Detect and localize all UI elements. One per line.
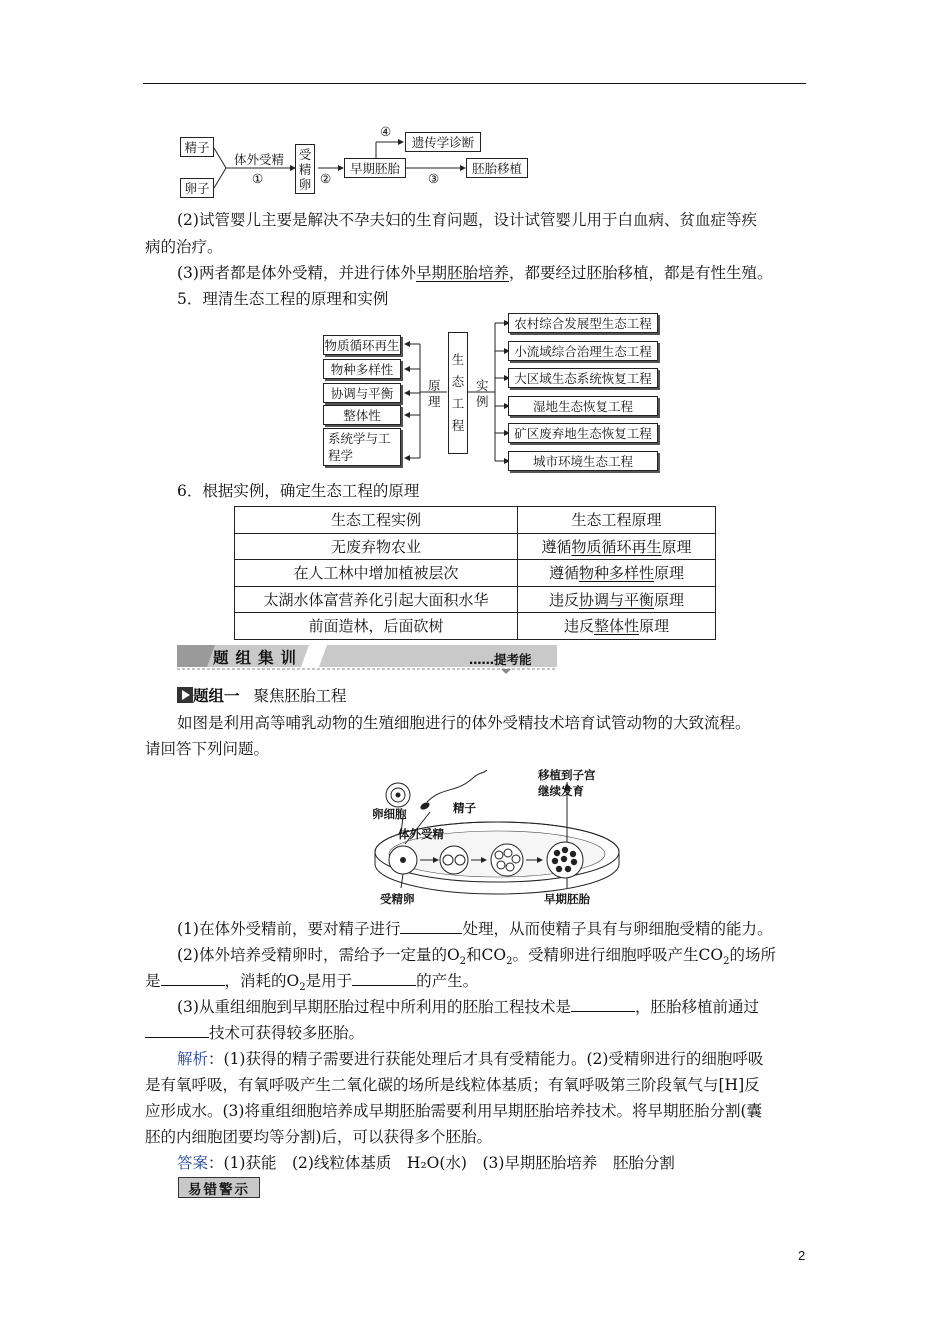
underlined-term: 早期胚胎培养	[415, 264, 509, 282]
char: 工	[451, 396, 465, 411]
text: (3)两者都是体外受精，并进行体外	[177, 264, 416, 282]
early-embryo-box: 早期胚胎	[344, 158, 406, 178]
section-banner	[177, 645, 557, 670]
underlined-term: 物质循环再生	[571, 537, 662, 556]
banner-subtitle: ……提考能	[469, 652, 532, 667]
play-icon	[177, 687, 193, 703]
table-row	[235, 586, 716, 613]
answer-blank	[161, 970, 225, 986]
header-rule	[143, 83, 806, 84]
text: 原理	[661, 537, 692, 556]
text: 系统学与工	[328, 431, 391, 446]
table-header: 生态工程实例	[235, 507, 518, 534]
egg-box: 卵子	[180, 178, 214, 198]
table-row	[235, 533, 716, 560]
answer-blank	[571, 996, 635, 1012]
principle-systems	[323, 428, 401, 466]
example-label	[476, 378, 490, 410]
fig-ivf-label: 体外受精	[398, 827, 444, 841]
analysis-line-4: 胚的内细胞团要均等分割)后，可以获得多个胚胎。	[145, 1128, 493, 1146]
answer-line	[177, 1150, 675, 1176]
intro-line-2: 请回答下列问题。	[145, 740, 270, 758]
char: 精	[298, 161, 312, 177]
page-number: 2	[798, 1248, 806, 1263]
table-cell	[518, 560, 716, 587]
subscript: 2	[723, 956, 730, 968]
eco-engineering-center	[448, 332, 468, 454]
analysis-line-2: 是有氧呼吸，有氧呼吸产生二氧化碳的场所是线粒体基质；有氧呼吸第三阶段氧气与[H]反	[145, 1076, 760, 1094]
example-mine: 矿区废弃地生态恢复工程	[508, 423, 658, 443]
underlined-term: 协调与平衡	[578, 590, 654, 609]
step-2: ②	[320, 171, 332, 186]
text: 是用于	[305, 972, 353, 990]
table-cell	[518, 613, 716, 640]
question-3-line-2	[145, 1020, 364, 1046]
text: ：(1)获得的精子需要进行获能处理后才具有受精能力。(2)受精卵进行的细胞呼吸	[208, 1050, 764, 1068]
table-cell: 太湖水体富营养化引起大面积水华	[235, 586, 518, 613]
principle-species-diversity: 物种多样性	[323, 359, 401, 379]
char: 程	[451, 418, 465, 433]
underlined-term: 整体性	[593, 617, 639, 636]
text: 的产生。	[416, 972, 479, 990]
group-title: 题组一	[193, 687, 240, 705]
section-5-heading: 5．理清生态工程的原理和实例	[177, 290, 389, 308]
text: 程学	[328, 448, 354, 463]
table-row	[235, 560, 716, 587]
fig-transfer-label-1: 移植到子宫	[538, 768, 596, 782]
text: 处理，从而使精子具有与卵细胞受精的能力。	[462, 920, 773, 938]
text: 原理	[654, 590, 685, 609]
banner-title: 题组集训	[213, 649, 304, 667]
text: 是	[145, 972, 161, 990]
char: 理	[428, 394, 441, 409]
principle-coordination: 协调与平衡	[323, 383, 401, 403]
char: 态	[451, 374, 465, 389]
text: 遵循	[548, 564, 579, 583]
step-3: ③	[428, 171, 440, 186]
para-3	[177, 260, 773, 286]
intro-line-1: 如图是利用高等哺乳动物的生殖细胞进行的体外受精技术培育试管动物的大致流程。	[177, 714, 751, 732]
table-cell: 无废弃物农业	[235, 533, 518, 560]
table-cell: 在人工林中增加植被层次	[235, 560, 518, 587]
fig-transfer-label-2: 继续发育	[538, 784, 584, 798]
table-header-row	[235, 507, 716, 534]
answer-blank	[352, 970, 416, 986]
answer-blank	[145, 1022, 209, 1038]
answer-blank	[400, 918, 462, 934]
example-wetland: 湿地生态恢复工程	[508, 396, 658, 416]
table-header: 生态工程原理	[518, 507, 716, 534]
step-1: ①	[252, 171, 264, 186]
example-watershed: 小流域综合治理生态工程	[508, 341, 658, 361]
subscript: 2	[506, 956, 513, 968]
analysis-line-1	[177, 1046, 763, 1072]
text: ，胚胎移植前通过	[634, 998, 759, 1016]
text: 违反	[563, 617, 594, 636]
example-rural: 农村综合发展型生态工程	[508, 313, 658, 333]
table-cell	[518, 586, 716, 613]
example-city: 城市环境生态工程	[508, 451, 658, 471]
fertilized-egg-box	[295, 144, 315, 194]
genetic-diagnosis-box: 遗传学诊断	[405, 132, 481, 152]
example-regional: 大区域生态系统恢复工程	[508, 368, 658, 388]
underlined-term: 物种多样性	[578, 564, 654, 583]
text: 和CO	[466, 946, 507, 964]
text: 原理	[654, 564, 685, 583]
question-3-line-1	[177, 994, 759, 1020]
group-1-heading	[177, 683, 347, 709]
fig-zygote-label: 受精卵	[380, 892, 415, 906]
text: 遵循	[541, 537, 572, 556]
text: 的场所	[729, 946, 776, 964]
analysis-line-3: 应形成水。(3)将重组细胞培养成早期胚胎需要利用早期胚胎培养技术。将早期胚胎分割(囊	[145, 1102, 763, 1120]
char: 受	[298, 146, 312, 162]
text: ，消耗的O	[224, 972, 300, 990]
error-warning-badge: 易错警示	[178, 1177, 260, 1198]
text: 。受精卵进行细胞呼吸产生CO	[512, 946, 724, 964]
group-topic: 聚焦胚胎工程	[253, 687, 347, 705]
char: 生	[451, 352, 465, 367]
principle-integrity: 整体性	[323, 405, 401, 425]
char: 实	[476, 378, 489, 393]
sperm-box: 精子	[180, 137, 214, 157]
embryo-transfer-box: 胚胎移植	[466, 158, 528, 178]
char: 原	[428, 378, 441, 393]
text: (3)从重组细胞到早期胚胎过程中所利用的胚胎工程技术是	[177, 998, 571, 1016]
subscript: 2	[299, 982, 306, 994]
step-4: ④	[380, 124, 392, 139]
fig-egg-label: 卵细胞	[372, 807, 407, 821]
text: ，都要经过胚胎移植，都是有性生殖。	[508, 264, 773, 282]
table-row	[235, 613, 716, 640]
text: 技术可获得较多胚胎。	[209, 1024, 365, 1042]
para-2-line-1: (2)试管婴儿主要是解决不孕夫妇的生育问题，设计试管婴儿用于白血病、贫血症等疾	[177, 211, 757, 229]
table-cell: 前面造林，后面砍树	[235, 613, 518, 640]
text: ：(1)获能 (2)线粒体基质 H₂O(水) (3)早期胚胎培养 胚胎分割	[208, 1154, 675, 1172]
para-2-line-2: 病的治疗。	[145, 238, 223, 256]
question-1	[177, 916, 772, 942]
text: 违反	[548, 590, 579, 609]
table-cell	[518, 533, 716, 560]
char: 例	[476, 394, 489, 409]
answer-label: 答案	[177, 1154, 209, 1172]
text: (2)体外培养受精卵时，需给予一定量的O	[177, 946, 460, 964]
char: 卵	[298, 176, 312, 192]
analysis-label: 解析	[177, 1050, 209, 1068]
text: (1)在体外受精前，要对精子进行	[177, 920, 401, 938]
principle-material-cycle: 物质循环再生	[323, 335, 401, 355]
principle-label	[428, 378, 442, 410]
ivf-label: 体外受精	[234, 152, 285, 167]
text: 原理	[639, 617, 670, 636]
section-6-heading: 6．根据实例，确定生态工程的原理	[177, 482, 420, 500]
subscript: 2	[459, 956, 467, 968]
fig-sperm-label: 精子	[453, 801, 476, 815]
eco-principle-table	[234, 506, 716, 640]
fig-early-embryo-label: 早期胚胎	[544, 892, 590, 906]
